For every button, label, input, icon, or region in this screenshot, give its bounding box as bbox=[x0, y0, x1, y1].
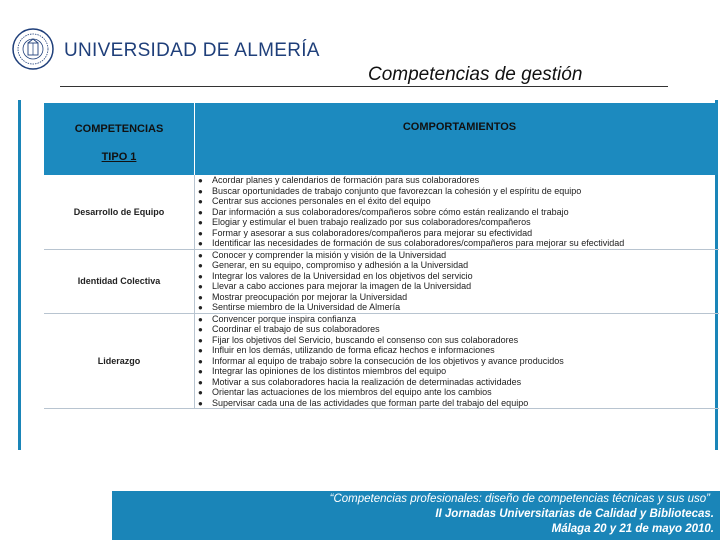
behaviour-text: Generar, en su equipo, compromiso y adhesión a la Universidad bbox=[212, 260, 469, 270]
competency-name: Liderazgo bbox=[44, 313, 195, 409]
table-row bbox=[44, 175, 719, 249]
list-item bbox=[195, 175, 719, 186]
list-item bbox=[195, 314, 719, 325]
list-item bbox=[195, 250, 719, 261]
behaviour-text: Buscar oportunidades de trabajo conjunto que favorezcan la cohesión y el espíritu de equipo bbox=[212, 185, 582, 196]
behaviour-text: Sentirse miembro de la Universidad de Almería bbox=[212, 302, 401, 312]
list-item bbox=[195, 324, 719, 335]
behaviours-list bbox=[195, 175, 719, 249]
table-row bbox=[44, 249, 719, 313]
behaviour-text: Centrar sus acciones personales en el éxito del equipo bbox=[212, 196, 431, 206]
behaviour-text: Informar al equipo de trabajo sobre la consecución de los objetivos y avance producidos bbox=[212, 355, 564, 366]
list-item bbox=[195, 356, 719, 367]
behaviour-text: Fijar los objetivos del Servicio, buscando el consenso con sus colaboradores bbox=[212, 334, 519, 345]
bullet-icon: ● bbox=[198, 325, 203, 334]
list-item bbox=[195, 335, 719, 346]
bullet-icon: ● bbox=[198, 377, 203, 387]
behaviour-text: Elogiar y estimular el buen trabajo realizado por sus colaboradores/compañeros bbox=[212, 217, 531, 227]
behaviour-text: Orientar las actuaciones de los miembros del equipo ante los cambios bbox=[212, 387, 492, 397]
bullet-icon: ● bbox=[198, 398, 203, 408]
bullet-icon: ● bbox=[198, 250, 203, 260]
behaviour-text: Conocer y comprender la misión y visión de la Universidad bbox=[212, 249, 447, 260]
behaviour-text: Mostrar preocupación por mejorar la Universidad bbox=[212, 291, 408, 302]
behaviour-text: Coordinar el trabajo de sus colaboradores bbox=[212, 324, 380, 334]
bullet-icon: ● bbox=[198, 292, 203, 302]
behaviour-text: Formar y asesorar a sus colaboradores/compañeros para mejorar su efectividad bbox=[212, 227, 533, 238]
bullet-icon: ● bbox=[198, 282, 203, 291]
behaviour-text: Influir en los demás, utilizando de forma eficaz hechos e informaciones bbox=[212, 345, 495, 355]
behaviour-text: Integrar las opiniones de los distintos miembros del equipo bbox=[212, 366, 447, 376]
list-item bbox=[195, 207, 719, 218]
table-header-row bbox=[44, 103, 719, 175]
behaviours-cell bbox=[195, 175, 719, 249]
bullet-icon: ● bbox=[198, 356, 203, 366]
list-item bbox=[195, 345, 719, 356]
bullet-icon: ● bbox=[198, 367, 203, 376]
competencies-table bbox=[44, 103, 719, 409]
header-tipo-label: TIPO 1 bbox=[101, 151, 137, 163]
table-row bbox=[44, 313, 719, 409]
behaviour-text: Acordar planes y calendarios de formación para sus colaboradores bbox=[212, 175, 480, 185]
bullet-icon: ● bbox=[198, 176, 203, 185]
list-item bbox=[195, 281, 719, 292]
list-item bbox=[195, 228, 719, 239]
list-item bbox=[195, 271, 719, 282]
footer-banner bbox=[112, 491, 720, 540]
list-item bbox=[195, 292, 719, 303]
page-title: Competencias de gestión bbox=[368, 64, 583, 85]
title-underline bbox=[60, 86, 668, 87]
bullet-icon: ● bbox=[198, 239, 203, 248]
behaviour-text: Integrar los valores de la Universidad en los objetivos del servicio bbox=[212, 270, 473, 281]
header-comportamientos-label: COMPORTAMIENTOS bbox=[402, 121, 517, 133]
list-item bbox=[195, 217, 719, 228]
list-item bbox=[195, 398, 719, 409]
footer-line-1: “Competencias profesionales: diseño de competencias técnicas y sus uso” bbox=[329, 493, 710, 505]
bullet-icon: ● bbox=[198, 335, 203, 345]
competency-name: Desarrollo de Equipo bbox=[44, 175, 195, 249]
bullet-icon: ● bbox=[198, 261, 203, 270]
behaviours-cell bbox=[195, 249, 719, 313]
list-item bbox=[195, 238, 719, 249]
list-item bbox=[195, 196, 719, 207]
behaviours-list bbox=[195, 314, 719, 409]
list-item bbox=[195, 260, 719, 271]
footer-line-2: II Jornadas Universitarias de Calidad y Bibliotecas. bbox=[435, 508, 714, 520]
behaviour-text: Convencer porque inspira confianza bbox=[212, 313, 357, 324]
bullet-icon: ● bbox=[198, 207, 203, 217]
behaviour-text: Dar información a sus colaboradores/compañeros sobre cómo están realizando el trabajo bbox=[212, 206, 569, 217]
behaviour-text: Motivar a sus colaboradores hacia la realización de determinadas actividades bbox=[212, 376, 522, 387]
list-item bbox=[195, 366, 719, 377]
bullet-icon: ● bbox=[198, 228, 203, 238]
behaviour-text: Llevar a cabo acciones para mejorar la imagen de la Universidad bbox=[212, 281, 472, 291]
bullet-icon: ● bbox=[198, 314, 203, 324]
header-competencias-label: COMPETENCIAS bbox=[74, 123, 164, 135]
bullet-icon: ● bbox=[198, 218, 203, 227]
university-seal-logo bbox=[12, 28, 54, 70]
bullet-icon: ● bbox=[198, 271, 203, 281]
behaviours-list bbox=[195, 250, 719, 313]
behaviour-text: Supervisar cada una de las actividades que forman parte del trabajo del equipo bbox=[212, 397, 529, 408]
bullet-icon: ● bbox=[198, 346, 203, 355]
header-comportamientos bbox=[195, 103, 719, 175]
list-item bbox=[195, 377, 719, 388]
list-item bbox=[195, 387, 719, 398]
footer-line-3: Málaga 20 y 21 de mayo 2010. bbox=[551, 523, 714, 535]
behaviour-text: Identificar las necesidades de formación de sus colaboradores/compañeros para mejorar su efectividad bbox=[212, 238, 625, 248]
bullet-icon: ● bbox=[198, 388, 203, 397]
behaviours-cell bbox=[195, 313, 719, 409]
header-competencias bbox=[44, 103, 195, 175]
bullet-icon: ● bbox=[198, 186, 203, 196]
list-item bbox=[195, 186, 719, 197]
list-item bbox=[195, 302, 719, 313]
bullet-icon: ● bbox=[198, 303, 203, 312]
university-name: UNIVERSIDAD DE ALMERÍA bbox=[64, 40, 320, 61]
left-accent-bar bbox=[18, 100, 21, 450]
competency-name: Identidad Colectiva bbox=[44, 249, 195, 313]
bullet-icon: ● bbox=[198, 197, 203, 206]
